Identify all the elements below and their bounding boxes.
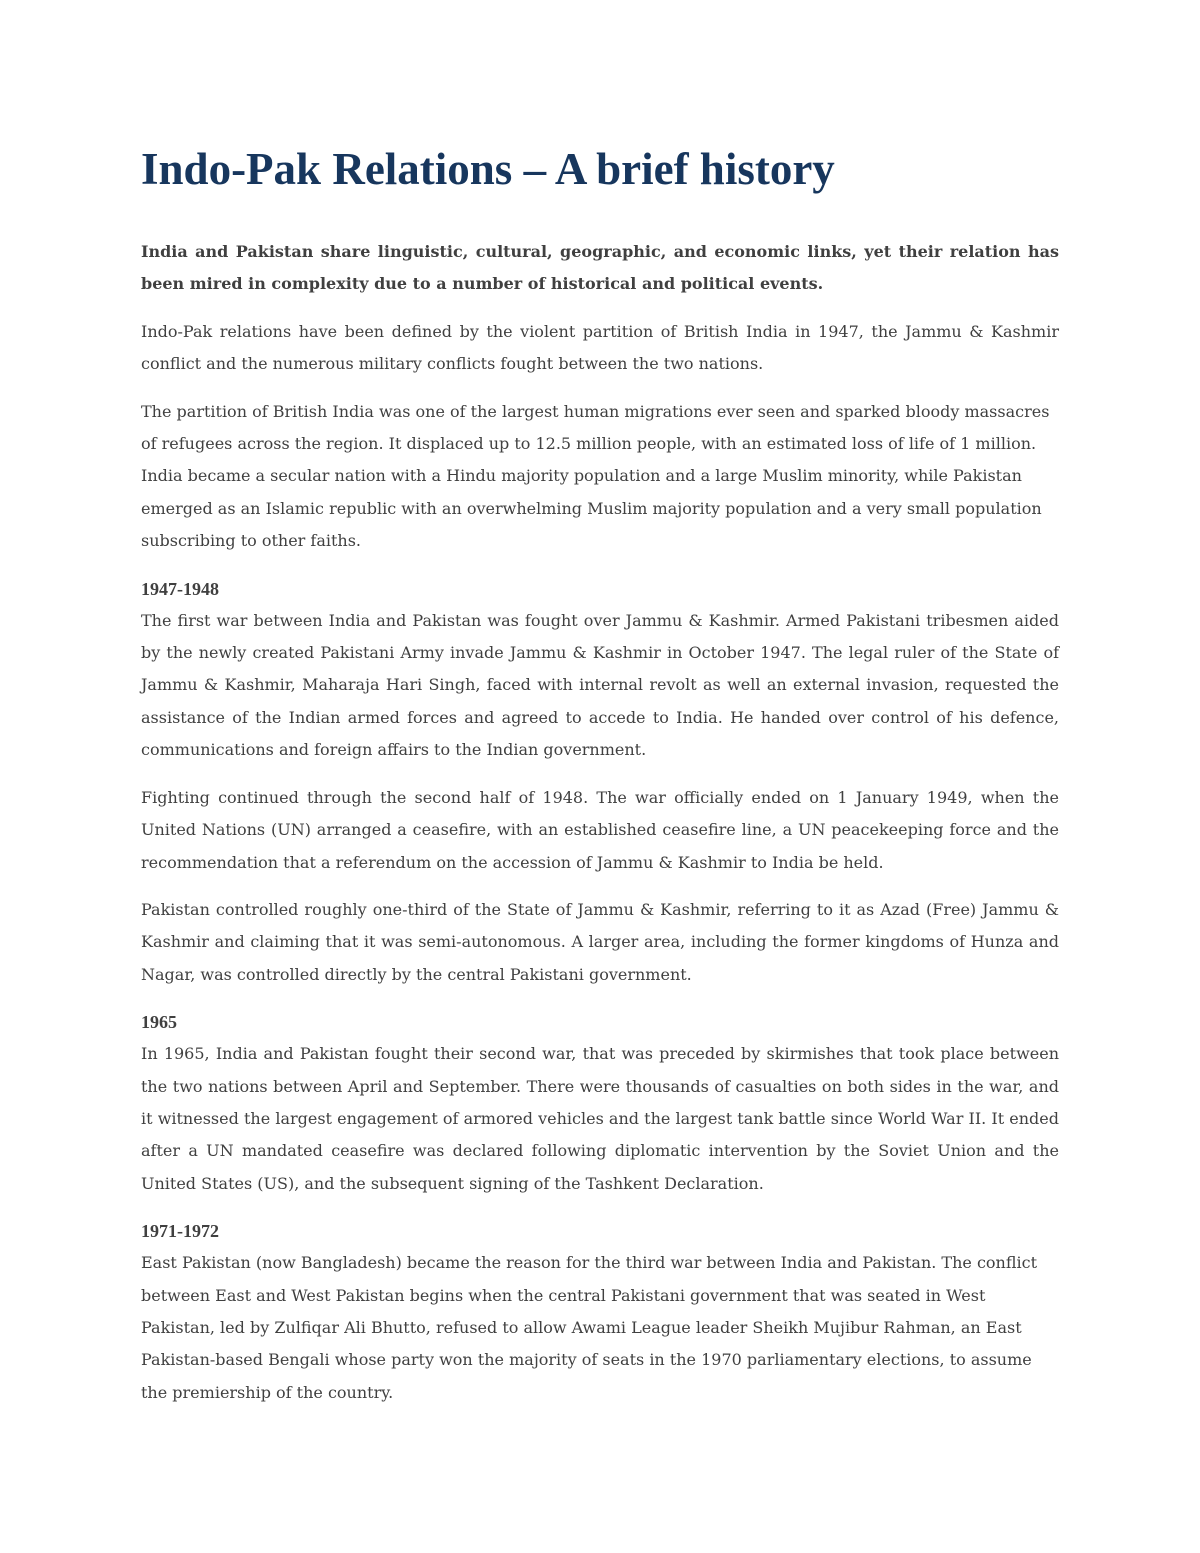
lead-paragraph: India and Pakistan share linguistic, cultural, geographic, and economic links, yet their relation has been mired in complexity due to a number of historical and political events. xyxy=(141,242,1059,294)
section-paragraph: East Pakistan (now Bangladesh) became the reason for the third war between India and Pakistan. The conflict between East and West Pakistan begins when the central Pakistani government that was seated in West Pakistan, led by Zulfiqar Ali Bhutto, refused to allow Awami League leader Sheikh Mujibur Rahman, an East Pakistan-based Bengali whose party won the majority of seats in the 1970 parliamentary elections, to assume the premiership of the country. xyxy=(141,1253,1038,1402)
section-1971-1972 xyxy=(141,1215,1059,1409)
document-page xyxy=(141,138,1059,1424)
intro-paragraph-1: Indo-Pak relations have been defined by the violent partition of British India in 1947, the Jammu & Kashmir conflict and the numerous military conflicts fought between the two nations. xyxy=(141,321,1059,374)
document-title: Indo-Pak Relations – A brief history xyxy=(141,144,835,194)
section-heading: 1971-1972 xyxy=(141,1221,219,1242)
section-paragraph: Pakistan controlled roughly one-third of the State of Jammu & Kashmir, referring to it as Azad (Free) Jammu & Kashmir and claiming that it was semi-autonomous. A larger area, including the former kingdoms of Hunza and Nagar, was controlled directly by the central Pakistani government. xyxy=(141,899,1059,984)
section-paragraph: Fighting continued through the second half of 1948. The war officially ended on 1 January 1949, when the United Nations (UN) arranged a ceasefire, with an established ceasefire line, a UN peacekeeping force and the recommendation that a referendum on the accession of Jammu & Kashmir to India be held. xyxy=(141,787,1059,872)
section-paragraph: The first war between India and Pakistan was fought over Jammu & Kashmir. Armed Pakistani tribesmen aided by the newly created Pakistani Army invade Jammu & Kashmir in October 1947. The legal ruler of the State of Jammu & Kashmir, Maharaja Hari Singh, faced with internal revolt as well an external invasion, requested the assistance of the Indian armed forces and agreed to accede to India. He handed over control of his defence, communications and foreign affairs to the Indian government. xyxy=(141,610,1059,760)
section-1965 xyxy=(141,1006,1059,1200)
section-paragraph: In 1965, India and Pakistan fought their second war, that was preceded by skirmishes that took place between the two nations between April and September. There were thousands of casualties on both sides in the war, and it witnessed the largest engagement of armored vehicles and the largest tank battle since World War II. It ended after a UN mandated ceasefire was declared following diplomatic intervention by the Soviet Union and the United States (US), and the subsequent signing of the Tashkent Declaration. xyxy=(141,1044,1059,1193)
section-heading: 1965 xyxy=(141,1012,177,1033)
intro-paragraph-2: The partition of British India was one of the largest human migrations ever seen and sparked bloody massacres of refugees across the region. It displaced up to 12.5 million people, with an estimated loss of life of 1 million. India became a secular nation with a Hindu majority population and a large Muslim minority, while Pakistan emerged as an Islamic republic with an overwhelming Muslim majority population and a very small population subscribing to other faiths. xyxy=(141,401,1050,551)
section-heading: 1947-1948 xyxy=(141,578,219,599)
section-1947-1948 xyxy=(141,573,1059,991)
